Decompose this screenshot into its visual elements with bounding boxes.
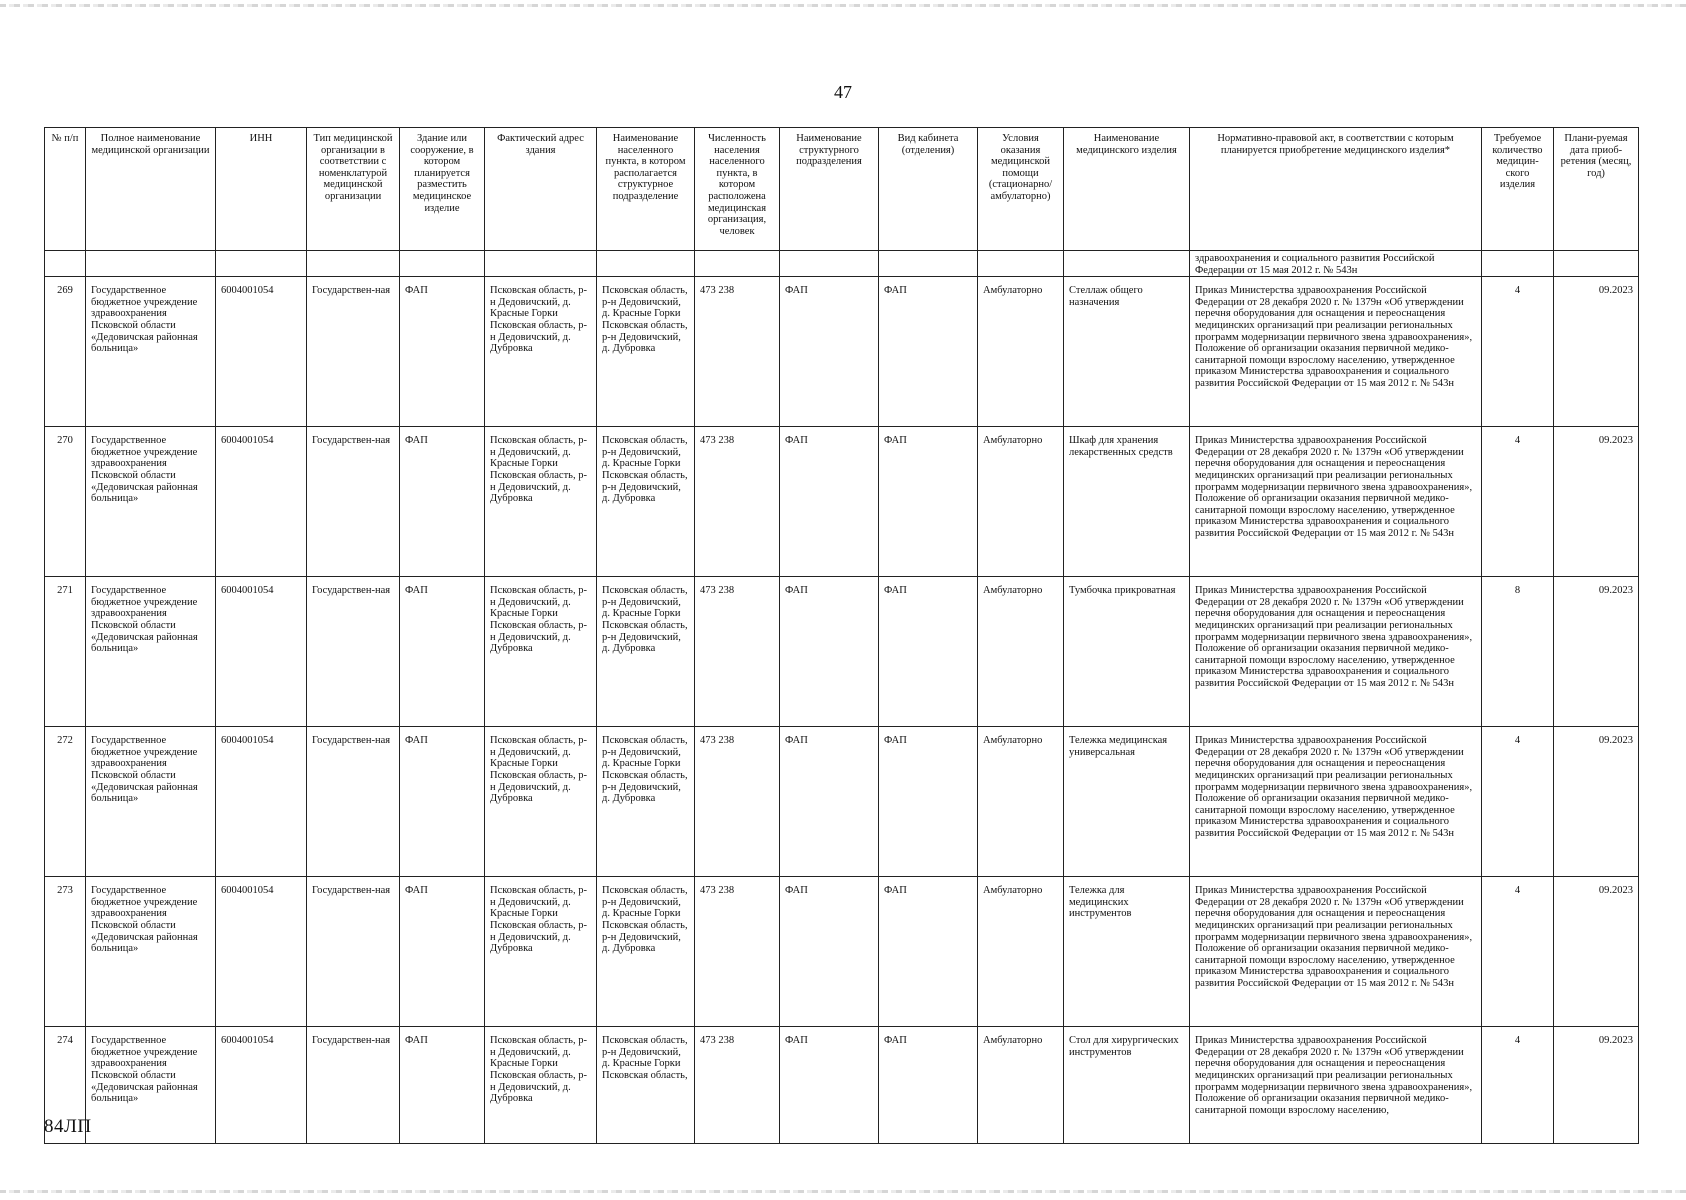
scan-edge-top: [0, 4, 1686, 7]
inn-cell: 6004001054: [216, 427, 307, 577]
continuation-row: [45, 251, 1639, 277]
organization-cell: Государственное бюджетное учреждение здравоохранения Псковской области «Дедовичская районная больница»: [86, 877, 216, 1027]
page-number: 47: [834, 82, 852, 102]
header-cell: Тип медицинской организации в соответствии с номенклатурой медицинской организации: [307, 128, 400, 251]
quantity-cell: 4: [1482, 1027, 1554, 1144]
address-cell: Псковская область, р-н Дедовичский, д. Красные Горки Псковская область, р-н Дедовичский, д. Дубровка: [485, 277, 597, 427]
legal-act-cell: Приказ Министерства здравоохранения Российской Федерации от 28 декабря 2020 г. № 1379н «Об утверждении перечня оборудования для оснащения и переоснащения медицинских организаций при реализации региональных программ модернизации первичного звена здравоохранения», Положение об организации оказания первичной медико-санитарной помощи взрослому населению, утвержденное приказом Министерства здравоохранения и социального развития Российской Федерации от 15 мая 2012 г. № 543н: [1190, 877, 1482, 1027]
inn-cell: 6004001054: [216, 877, 307, 1027]
header-cell: Вид кабинета (отделения): [879, 128, 978, 251]
quantity-cell: 4: [1482, 427, 1554, 577]
table-cell: [1554, 251, 1639, 277]
legal-act-cell: Приказ Министерства здравоохранения Российской Федерации от 28 декабря 2020 г. № 1379н «Об утверждении перечня оборудования для оснащения и переоснащения медицинских организаций при реализации региональных программ модернизации первичного звена здравоохранения», Положение об организации оказания первичной медико-санитарной помощи взрослому населению, утвержденное приказом Министерства здравоохранения и социального развития Российской Федерации от 15 мая 2012 г. № 543н: [1190, 277, 1482, 427]
conditions-cell: Амбулаторно: [978, 427, 1064, 577]
locality-cell: Псковская область, р-н Дедовичский, д. Красные Горки Псковская область,: [597, 1027, 695, 1144]
table-row: [45, 1027, 1639, 1144]
unit-cell: ФАП: [780, 877, 879, 1027]
address-cell: Псковская область, р-н Дедовичский, д. Красные Горки Псковская область, р-н Дедовичский, д. Дубровка: [485, 577, 597, 727]
org-type-cell: Государствен-ная: [307, 1027, 400, 1144]
table-cell: [879, 251, 978, 277]
table-cell: [1064, 251, 1190, 277]
table-cell: [307, 251, 400, 277]
table-cell: [780, 251, 879, 277]
locality-cell: Псковская область, р-н Дедовичский, д. Красные Горки Псковская область, р-н Дедовичский, д. Дубровка: [597, 577, 695, 727]
organization-cell: Государственное бюджетное учреждение здравоохранения Псковской области «Дедовичская районная больница»: [86, 277, 216, 427]
legal-act-cell: Приказ Министерства здравоохранения Российской Федерации от 28 декабря 2020 г. № 1379н «Об утверждении перечня оборудования для оснащения и переоснащения медицинских организаций при реализации региональных программ модернизации первичного звена здравоохранения», Положение об организации оказания первичной медико-санитарной помощи взрослому населению, утвержденное приказом Министерства здравоохранения и социального развития Российской Федерации от 15 мая 2012 г. № 543н: [1190, 577, 1482, 727]
header-cell: Условия оказания медицинской помощи (стационарно/ амбулаторно): [978, 128, 1064, 251]
locality-cell: Псковская область, р-н Дедовичский, д. Красные Горки Псковская область, р-н Дедовичский, д. Дубровка: [597, 727, 695, 877]
unit-cell: ФАП: [780, 427, 879, 577]
locality-cell: Псковская область, р-н Дедовичский, д. Красные Горки Псковская область, р-н Дедовичский, д. Дубровка: [597, 427, 695, 577]
population-cell: 473 238: [695, 577, 780, 727]
header-cell: Плани-руемая дата приоб-ретения (месяц, год): [1554, 128, 1639, 251]
continuation-act-cell: здравоохранения и социального развития Российской Федерации от 15 мая 2012 г. № 543н: [1190, 251, 1482, 277]
equipment-table: [44, 127, 1639, 1144]
unit-cell: ФАП: [780, 1027, 879, 1144]
cabinet-cell: ФАП: [879, 577, 978, 727]
population-cell: 473 238: [695, 727, 780, 877]
org-type-cell: Государствен-ная: [307, 427, 400, 577]
cabinet-cell: ФАП: [879, 277, 978, 427]
cabinet-cell: ФАП: [879, 727, 978, 877]
conditions-cell: Амбулаторно: [978, 277, 1064, 427]
date-cell: 09.2023: [1554, 1027, 1639, 1144]
row-number-cell: 269: [45, 277, 86, 427]
row-number-cell: 271: [45, 577, 86, 727]
row-number-cell: 273: [45, 877, 86, 1027]
organization-cell: Государственное бюджетное учреждение здравоохранения Псковской области «Дедовичская районная больница»: [86, 427, 216, 577]
date-cell: 09.2023: [1554, 427, 1639, 577]
inn-cell: 6004001054: [216, 727, 307, 877]
device-cell: Стеллаж общего назначения: [1064, 277, 1190, 427]
conditions-cell: Амбулаторно: [978, 877, 1064, 1027]
address-cell: Псковская область, р-н Дедовичский, д. Красные Горки Псковская область, р-н Дедовичский, д. Дубровка: [485, 727, 597, 877]
org-type-cell: Государствен-ная: [307, 727, 400, 877]
organization-cell: Государственное бюджетное учреждение здравоохранения Псковской области «Дедовичская районная больница»: [86, 727, 216, 877]
header-cell: Полное наименование медицинской организации: [86, 128, 216, 251]
unit-cell: ФАП: [780, 577, 879, 727]
inn-cell: 6004001054: [216, 577, 307, 727]
header-cell: Здание или сооружение, в котором планируется разместить медицинское изделие: [400, 128, 485, 251]
table-row: [45, 277, 1639, 427]
header-row: [45, 128, 1639, 251]
row-number-cell: 270: [45, 427, 86, 577]
header-cell: Наименование структурного подразделения: [780, 128, 879, 251]
legal-act-cell: Приказ Министерства здравоохранения Российской Федерации от 28 декабря 2020 г. № 1379н «Об утверждении перечня оборудования для оснащения и переоснащения медицинских организаций при реализации региональных программ модернизации первичного звена здравоохранения», Положение об организации оказания первичной медико-санитарной помощи взрослому населению, утвержденное приказом Министерства здравоохранения и социального развития Российской Федерации от 15 мая 2012 г. № 543н: [1190, 727, 1482, 877]
population-cell: 473 238: [695, 427, 780, 577]
quantity-cell: 4: [1482, 727, 1554, 877]
population-cell: 473 238: [695, 277, 780, 427]
table-row: [45, 877, 1639, 1027]
header-cell: Наименование медицинского изделия: [1064, 128, 1190, 251]
population-cell: 473 238: [695, 877, 780, 1027]
table-cell: [597, 251, 695, 277]
address-cell: Псковская область, р-н Дедовичский, д. Красные Горки Псковская область, р-н Дедовичский, д. Дубровка: [485, 877, 597, 1027]
table-cell: [485, 251, 597, 277]
building-cell: ФАП: [400, 427, 485, 577]
footer-code: 84ЛП: [44, 1116, 92, 1137]
unit-cell: ФАП: [780, 277, 879, 427]
conditions-cell: Амбулаторно: [978, 727, 1064, 877]
cabinet-cell: ФАП: [879, 1027, 978, 1144]
header-cell: № п/п: [45, 128, 86, 251]
org-type-cell: Государствен-ная: [307, 577, 400, 727]
table-cell: [45, 251, 86, 277]
device-cell: Стол для хирургических инструментов: [1064, 1027, 1190, 1144]
quantity-cell: 8: [1482, 577, 1554, 727]
table-row: [45, 577, 1639, 727]
header-cell: Наименование населенного пункта, в котором располагается структурное подразделение: [597, 128, 695, 251]
building-cell: ФАП: [400, 277, 485, 427]
table-cell: [216, 251, 307, 277]
population-cell: 473 238: [695, 1027, 780, 1144]
building-cell: ФАП: [400, 727, 485, 877]
date-cell: 09.2023: [1554, 877, 1639, 1027]
device-cell: Тележка медицинская универсальная: [1064, 727, 1190, 877]
row-number-cell: 272: [45, 727, 86, 877]
conditions-cell: Амбулаторно: [978, 1027, 1064, 1144]
locality-cell: Псковская область, р-н Дедовичский, д. Красные Горки Псковская область, р-н Дедовичский, д. Дубровка: [597, 877, 695, 1027]
table-cell: [400, 251, 485, 277]
date-cell: 09.2023: [1554, 577, 1639, 727]
header-cell: Численность населения населенного пункта, в котором расположена медицинская организация, человек: [695, 128, 780, 251]
row-number-cell: 274: [45, 1027, 86, 1144]
inn-cell: 6004001054: [216, 277, 307, 427]
date-cell: 09.2023: [1554, 727, 1639, 877]
table-cell: [1482, 251, 1554, 277]
table-row: [45, 727, 1639, 877]
table-row: [45, 427, 1639, 577]
table-cell: [978, 251, 1064, 277]
address-cell: Псковская область, р-н Дедовичский, д. Красные Горки Псковская область, р-н Дедовичский, д. Дубровка: [485, 427, 597, 577]
table-cell: [695, 251, 780, 277]
date-cell: 09.2023: [1554, 277, 1639, 427]
header-cell: Нормативно-правовой акт, в соответствии с которым планируется приобретение медицинского изделия*: [1190, 128, 1482, 251]
building-cell: ФАП: [400, 1027, 485, 1144]
header-cell: Требуемое количество медицин-ского изделия: [1482, 128, 1554, 251]
organization-cell: Государственное бюджетное учреждение здравоохранения Псковской области «Дедовичская районная больница»: [86, 1027, 216, 1144]
unit-cell: ФАП: [780, 727, 879, 877]
locality-cell: Псковская область, р-н Дедовичский, д. Красные Горки Псковская область, р-н Дедовичский, д. Дубровка: [597, 277, 695, 427]
cabinet-cell: ФАП: [879, 427, 978, 577]
conditions-cell: Амбулаторно: [978, 577, 1064, 727]
device-cell: Шкаф для хранения лекарственных средств: [1064, 427, 1190, 577]
building-cell: ФАП: [400, 577, 485, 727]
scan-edge-bottom: [0, 1190, 1686, 1193]
legal-act-cell: Приказ Министерства здравоохранения Российской Федерации от 28 декабря 2020 г. № 1379н «Об утверждении перечня оборудования для оснащения и переоснащения медицинских организаций при реализации региональных программ модернизации первичного звена здравоохранения», Положение об организации оказания первичной медико-санитарной помощи взрослому населению,: [1190, 1027, 1482, 1144]
header-cell: ИНН: [216, 128, 307, 251]
device-cell: Тумбочка прикроватная: [1064, 577, 1190, 727]
legal-act-cell: Приказ Министерства здравоохранения Российской Федерации от 28 декабря 2020 г. № 1379н «Об утверждении перечня оборудования для оснащения и переоснащения медицинских организаций при реализации региональных программ модернизации первичного звена здравоохранения», Положение об организации оказания первичной медико-санитарной помощи взрослому населению, утвержденное приказом Министерства здравоохранения и социального развития Российской Федерации от 15 мая 2012 г. № 543н: [1190, 427, 1482, 577]
building-cell: ФАП: [400, 877, 485, 1027]
table-cell: [86, 251, 216, 277]
quantity-cell: 4: [1482, 877, 1554, 1027]
header-cell: Фактический адрес здания: [485, 128, 597, 251]
org-type-cell: Государствен-ная: [307, 277, 400, 427]
inn-cell: 6004001054: [216, 1027, 307, 1144]
address-cell: Псковская область, р-н Дедовичский, д. Красные Горки Псковская область, р-н Дедовичский, д. Дубровка: [485, 1027, 597, 1144]
quantity-cell: 4: [1482, 277, 1554, 427]
org-type-cell: Государствен-ная: [307, 877, 400, 1027]
organization-cell: Государственное бюджетное учреждение здравоохранения Псковской области «Дедовичская районная больница»: [86, 577, 216, 727]
cabinet-cell: ФАП: [879, 877, 978, 1027]
device-cell: Тележка для медицинских инструментов: [1064, 877, 1190, 1027]
